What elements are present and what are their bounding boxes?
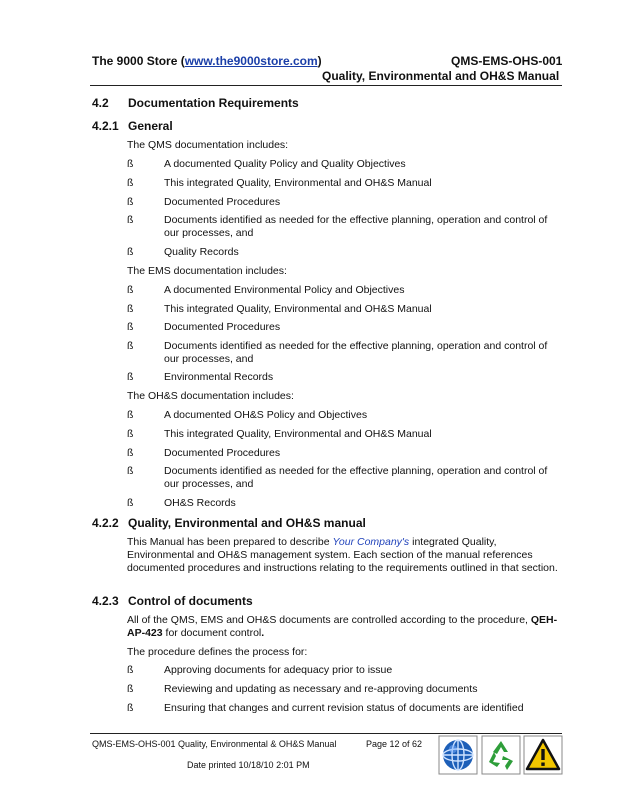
globe-icon: [438, 735, 478, 775]
ems-intro: The EMS documentation includes:: [127, 265, 287, 277]
manual-text-start: This Manual has been prepared to describe: [127, 536, 333, 548]
footer-date-printed: Date printed 10/18/10 2:01 PM: [187, 760, 310, 770]
bullet-marker: ß: [127, 158, 134, 170]
header-divider: [90, 85, 562, 86]
bullet-marker: ß: [127, 284, 134, 296]
list-item-text: A documented Environmental Policy and Objectives: [164, 284, 405, 296]
list-item-text: This integrated Quality, Environmental and OH&S Manual: [164, 303, 432, 315]
section-number: 4.2.2: [92, 516, 119, 530]
manual-paragraph: [127, 536, 559, 575]
list-item-text: This integrated Quality, Environmental and OH&S Manual: [164, 177, 432, 189]
bullet-marker: ß: [127, 428, 134, 440]
control-text-start: All of the QMS, EMS and OH&S documents are controlled according to the procedure,: [127, 614, 531, 626]
bullet-marker: ß: [127, 196, 134, 208]
company-name-placeholder: Your Company's: [332, 536, 410, 548]
footer-page-label: Page 12 of 62: [366, 739, 423, 749]
list-item-text: Reviewing and updating as necessary and re-approving documents: [164, 683, 478, 695]
list-item-text: A documented Quality Policy and Quality Objectives: [164, 158, 406, 170]
bullet-marker: ß: [127, 447, 134, 459]
section-title: Quality, Environmental and OH&S manual: [128, 516, 366, 530]
list-item-text: Documented Procedures: [164, 196, 281, 208]
bullet-marker: ß: [127, 702, 134, 714]
bullet-marker: ß: [127, 371, 134, 383]
list-item-text: Approving documents for adequacy prior to issue: [164, 664, 393, 676]
section-title: Control of documents: [128, 594, 253, 608]
list-item-text: Documented Procedures: [164, 447, 281, 459]
bullet-marker: ß: [127, 465, 134, 477]
bullet-marker: ß: [127, 177, 134, 189]
section-title: Documentation Requirements: [128, 96, 299, 110]
store-name-close: ): [317, 54, 322, 68]
header-doc-title: Quality, Environmental and OH&S Manual: [322, 69, 560, 83]
list-item-text: Ensuring that changes and current revision status of documents are identified: [164, 702, 524, 714]
bullet-marker: ß: [127, 214, 134, 226]
list-item-text: This integrated Quality, Environmental and OH&S Manual: [164, 428, 432, 440]
recycle-icon: [481, 735, 521, 775]
list-item-text: Environmental Records: [164, 371, 274, 383]
list-item-text: Documented Procedures: [164, 321, 281, 333]
bullet-marker: ß: [127, 246, 134, 258]
section-number: 4.2: [92, 96, 109, 110]
section-title: General: [128, 119, 173, 133]
list-item-text: Quality Records: [164, 246, 239, 258]
list-item-text: A documented OH&S Policy and Objectives: [164, 409, 368, 421]
footer-divider: [90, 733, 562, 734]
list-item-text: Documents identified as needed for the effective planning, operation and control of our processes, and: [164, 465, 548, 490]
list-item-text: Documents identified as needed for the effective planning, operation and control of our processes, and: [164, 214, 548, 239]
manual-text-end: integrated Quality, Environmental and OH&S management system. Each section of the manual references documented procedures and instructions relating to the requirements outlined in that section.: [127, 536, 558, 574]
ohs-intro: The OH&S documentation includes:: [127, 390, 294, 402]
store-url-link[interactable]: www.the9000store.com: [184, 54, 318, 68]
list-item-text: Documents identified as needed for the effective planning, operation and control of our processes, and: [164, 340, 548, 365]
procedure-defines: The procedure defines the process for:: [127, 646, 308, 658]
control-paragraph: [127, 614, 559, 640]
bullet-marker: ß: [127, 409, 134, 421]
procedure-code: QEH-AP-423: [127, 614, 558, 639]
qms-intro: The QMS documentation includes:: [127, 139, 289, 151]
section-number: 4.2.3: [92, 594, 119, 608]
section-number: 4.2.1: [92, 119, 119, 133]
control-period: .: [261, 627, 265, 639]
header-store: [92, 54, 322, 68]
bullet-marker: ß: [127, 497, 134, 509]
bullet-marker: ß: [127, 321, 134, 333]
warning-icon: [523, 735, 563, 775]
header-doc-code: QMS-EMS-OHS-001: [451, 54, 563, 68]
bullet-marker: ß: [127, 303, 134, 315]
bullet-marker: ß: [127, 664, 134, 676]
store-name: The 9000 Store (: [92, 54, 185, 68]
bullet-marker: ß: [127, 683, 134, 695]
footer-doc-label: QMS-EMS-OHS-001 Quality, Environmental & OH&S Manual: [92, 739, 337, 749]
control-text-end: for document control: [162, 627, 262, 639]
list-item-text: OH&S Records: [164, 497, 236, 509]
bullet-marker: ß: [127, 340, 134, 352]
